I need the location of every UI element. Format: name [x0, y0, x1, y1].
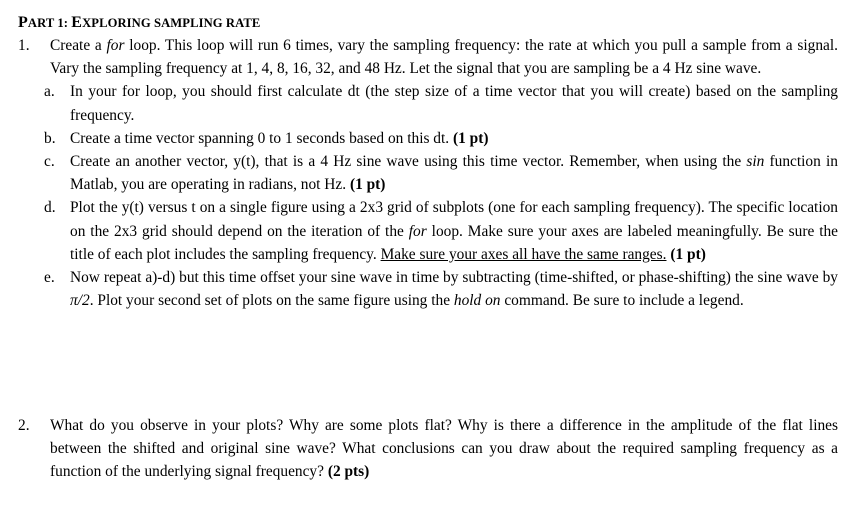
item-d: [44, 196, 838, 266]
item-c-label: c.: [44, 153, 55, 171]
item-b-body: Create a time vector spanning 0 to 1 seconds based on this dt.: [70, 129, 453, 147]
item-b-label: b.: [44, 129, 56, 147]
item-e-hold-keyword: hold on: [453, 292, 501, 310]
question-2-body: [50, 414, 838, 484]
item-c-text: [70, 150, 838, 196]
item-b: [44, 127, 838, 150]
item-c-body-1: Create an another vector, y(t), that is a 4 Hz sine wave using this time vector. Remember, when using the: [70, 153, 747, 171]
item-d-underlined: Make sure your axes all have the same ranges.: [380, 245, 667, 263]
q1-for-keyword: for: [106, 37, 125, 54]
heading-part-2: XPLORING SAMPLING RATE: [82, 16, 261, 30]
item-d-label: d.: [44, 199, 56, 217]
heading-initial: P: [18, 14, 28, 31]
item-d-for-keyword: for: [408, 222, 427, 240]
item-e-body-2: . Plot your second set of plots on the same figure using the: [89, 292, 454, 310]
item-c-points: (1 pt): [349, 176, 386, 194]
item-e-text: [70, 266, 838, 312]
section-heading: [18, 11, 260, 35]
question-2-text: What do you observe in your plots? Why are some plots flat? Why is there a difference in the amplitude of the flat lines between the shifted and original sine wave? What conclusions can you draw about the required sampling frequency as a function of the underlying signal frequency?: [50, 417, 838, 481]
item-c: [44, 150, 838, 196]
heading-initial-e: E: [71, 14, 83, 31]
question-1-number: 1.: [18, 37, 30, 54]
question-1-body: [50, 34, 838, 80]
item-a-label: a.: [44, 83, 55, 101]
question-2-number: 2.: [18, 417, 30, 434]
item-d-body-1: Plot the y(t) versus t on a single figure using a 2x3 grid of subplots (one for each sampling frequency). The specific location on the 2x3 grid should depend on the iteration of the: [70, 199, 838, 240]
q1-text-1: Create a: [50, 37, 107, 54]
item-c-body-2: function in Matlab, you are operating in radians, not Hz.: [70, 153, 838, 194]
item-b-points: (1 pt): [452, 129, 489, 147]
item-e-body-1: Now repeat a)-d) but this time offset your sine wave in time by subtracting (time-shifted, or phase-shifting) the sine wave by: [70, 269, 838, 287]
heading-part-1: ART 1:: [27, 16, 72, 30]
q1-text-2: loop. This loop will run 6 times, vary the sampling frequency: the rate at which you pull a sample from a signal. Vary the sampling frequency at 1, 4, 8, 16, 32, and 48 Hz. Let the signal that you are sampling be a 4 Hz sine wave.: [50, 37, 838, 78]
item-d-body-2: loop. Make sure your axes are labeled meaningfully. Be sure the title of each plot includes the sampling frequency.: [70, 222, 838, 263]
item-e-body-3: command. Be sure to include a legend.: [500, 292, 744, 310]
item-d-points: (1 pt): [670, 245, 706, 263]
item-b-text: [70, 127, 838, 150]
item-e-label: e.: [44, 269, 55, 287]
item-c-sin-keyword: sin: [746, 153, 765, 171]
item-a-text: In your for loop, you should first calculate dt (the step size of a time vector that you will create) based on the sampling frequency.: [70, 83, 838, 124]
item-a: [44, 80, 838, 126]
question-2-points: (2 pts): [327, 463, 370, 481]
item-d-text: [70, 196, 838, 266]
question-2: [18, 414, 838, 484]
question-1: [18, 34, 838, 312]
item-e-pi: π/2: [70, 292, 90, 310]
item-e: [44, 266, 838, 312]
